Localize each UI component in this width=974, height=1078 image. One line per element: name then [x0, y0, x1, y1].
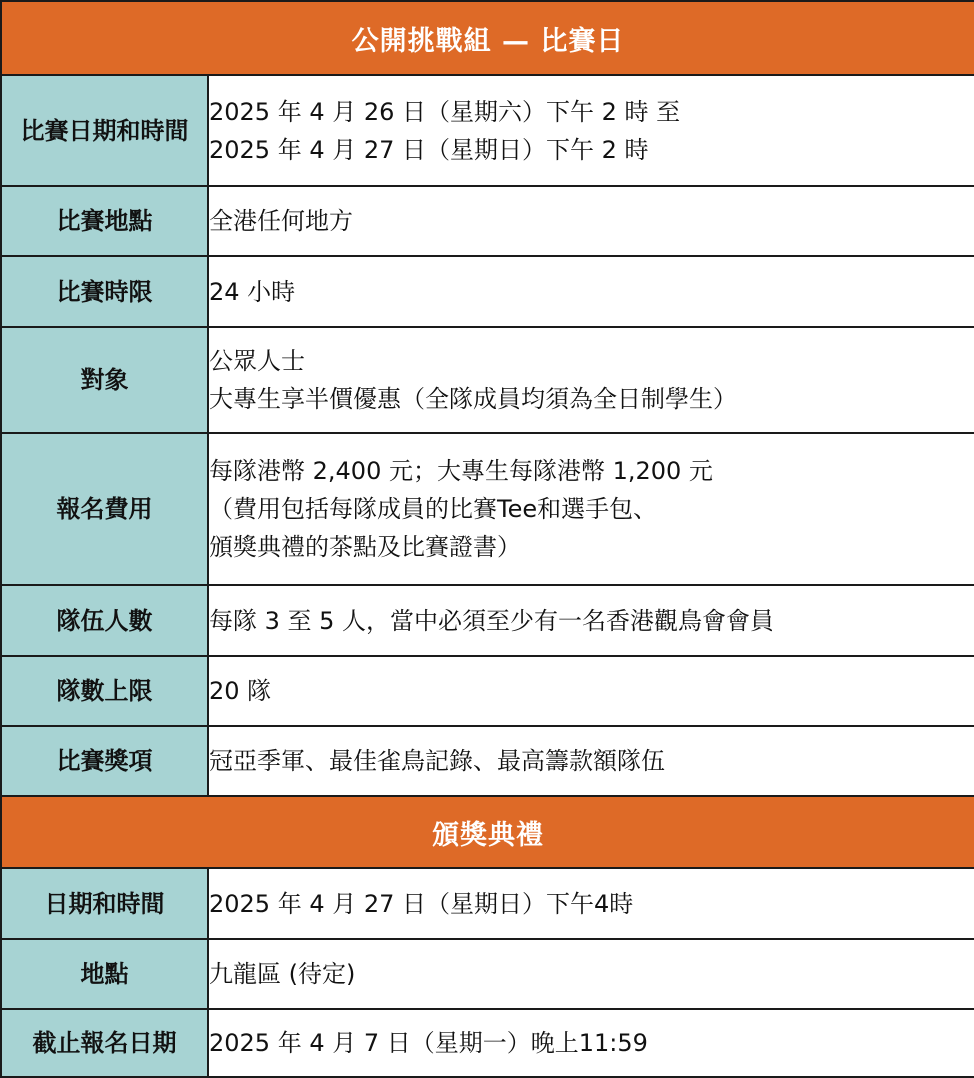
row-label-team-limit: 隊數上限: [1, 656, 208, 726]
table-row: [1, 75, 974, 186]
value-line: 大專生享半價優惠（全隊成員均須為全日制學生）: [209, 385, 737, 413]
value-line: 全港任何地方: [209, 207, 353, 235]
row-label-target: 對象: [1, 327, 208, 433]
row-label-fee: 報名費用: [1, 433, 208, 585]
section-header-row: [1, 796, 974, 868]
value-line: 2025 年 4 月 7 日（星期一）晚上11:59: [209, 1029, 648, 1057]
row-label-date-time: 比賽日期和時間: [1, 75, 208, 186]
value-line: 每隊 3 至 5 人，當中必須至少有一名香港觀鳥會會員: [209, 606, 775, 635]
value-line: 頒獎典禮的茶點及比賽證書）: [209, 533, 521, 561]
row-value-ceremony-venue: [208, 939, 974, 1009]
table-row: [1, 186, 974, 256]
table-row: [1, 256, 974, 327]
table-row: [1, 327, 974, 433]
row-value-date-time: [208, 75, 974, 186]
row-label-ceremony-venue: 地點: [1, 939, 208, 1009]
value-line: 2025 年 4 月 26 日（星期六）下午 2 時 至: [209, 97, 681, 126]
row-label-team-size: 隊伍人數: [1, 585, 208, 656]
value-line: 2025 年 4 月 27 日（星期日）下午 2 時: [209, 135, 649, 164]
row-label-ceremony-date-time: 日期和時間: [1, 868, 208, 939]
row-value-target: [208, 327, 974, 433]
row-value-registration-deadline: [208, 1009, 974, 1077]
value-line: 冠亞季軍、最佳雀鳥記錄、最高籌款額隊伍: [209, 747, 665, 775]
row-label-time-limit: 比賽時限: [1, 256, 208, 327]
row-value-venue: [208, 186, 974, 256]
value-line: 公眾人士: [209, 347, 305, 375]
table-row: [1, 1009, 974, 1077]
row-value-fee: [208, 433, 974, 585]
section-header-row: [1, 1, 974, 75]
row-value-time-limit: [208, 256, 974, 327]
table-row: [1, 868, 974, 939]
section-title-award-ceremony: 頒獎典禮: [1, 796, 974, 868]
table-row: [1, 433, 974, 585]
value-line: （費用包括每隊成員的比賽Tee和選手包、: [209, 495, 658, 523]
value-line: 20 隊: [209, 677, 272, 705]
row-value-team-limit: [208, 656, 974, 726]
value-line: 每隊港幣 2,400 元；大專生每隊港幣 1,200 元: [209, 457, 713, 485]
table-row: [1, 585, 974, 656]
row-label-registration-deadline: 截止報名日期: [1, 1009, 208, 1077]
row-label-awards: 比賽獎項: [1, 726, 208, 796]
row-value-awards: [208, 726, 974, 796]
value-line: 2025 年 4 月 27 日（星期日）下午4時: [209, 889, 634, 918]
value-line: 九龍區 (待定): [209, 960, 356, 988]
value-line: 24 小時: [209, 277, 296, 306]
table-row: [1, 939, 974, 1009]
table-row: [1, 726, 974, 796]
table-row: [1, 656, 974, 726]
row-value-ceremony-date-time: [208, 868, 974, 939]
section-title-open-challenge: 公開挑戰組 — 比賽日: [1, 1, 974, 75]
row-label-venue: 比賽地點: [1, 186, 208, 256]
row-value-team-size: [208, 585, 974, 656]
